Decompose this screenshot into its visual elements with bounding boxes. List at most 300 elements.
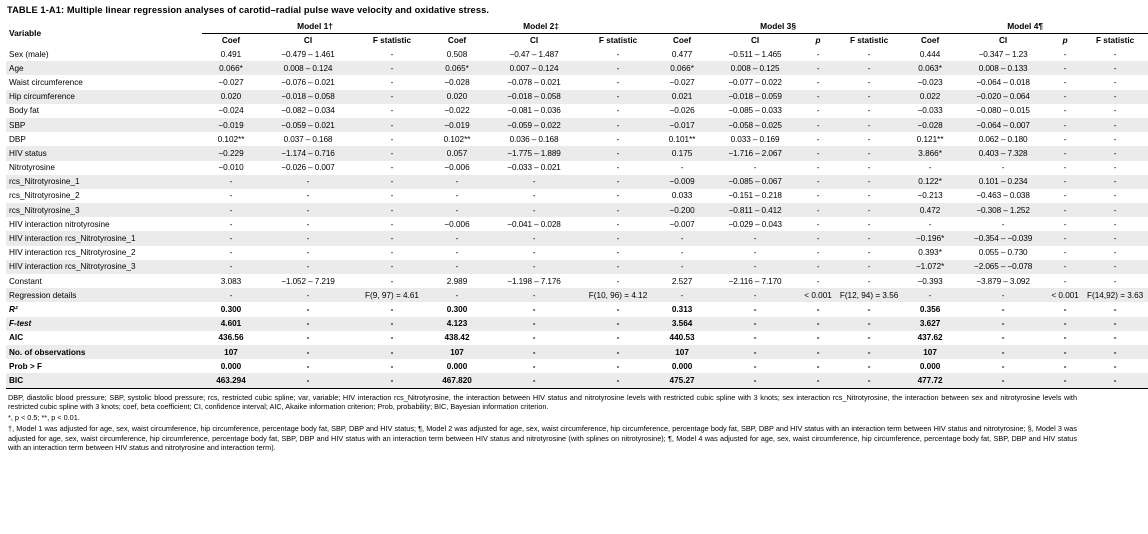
cell-m2-fstat: - xyxy=(582,61,654,75)
cell-m2-coef: - xyxy=(428,288,486,302)
cell-m4-p: - xyxy=(1063,106,1067,116)
cell-m4-ci: 0.062 – 0.180 xyxy=(978,134,1028,144)
cell-m3-fstat: - xyxy=(867,361,871,371)
cell-m4-ci: −0.347 – 1.23 xyxy=(978,49,1028,59)
cell-m4-coef: 3.627 xyxy=(902,317,958,331)
cell-m1-ci: −0.076 – 0.021 xyxy=(281,77,335,87)
cell-m3-ci: −0.018 – 0.059 xyxy=(710,90,800,104)
cell-m4-coef: 0.122* xyxy=(902,175,958,189)
cell-m4-p: - xyxy=(1048,345,1082,359)
cell-m2-fstat: - xyxy=(582,90,654,104)
cell-m2-fstat: - xyxy=(582,118,654,132)
cell-m3-coef: 0.101** xyxy=(668,134,696,144)
cell-m3-ci: −0.077 – 0.022 xyxy=(728,77,782,87)
row-variable-label: Waist circumference xyxy=(9,77,83,87)
cell-m2-coef: −0.028 xyxy=(444,77,470,87)
cell-m4-p: - xyxy=(1048,175,1082,189)
cell-m4-ci: - xyxy=(1001,219,1005,229)
table-row xyxy=(6,331,1148,345)
cell-m4-fstat: - xyxy=(1113,219,1117,229)
cell-m1-fstat: F(9, 97) = 4.61 xyxy=(356,288,428,302)
cell-m2-ci: −0.018 – 0.058 xyxy=(486,90,582,104)
header-m3-ci: CI xyxy=(750,36,760,45)
cell-m4-ci: 0.008 – 0.133 xyxy=(958,61,1048,75)
cell-m3-coef: −0.007 xyxy=(669,219,695,229)
cell-m3-ci: −1.716 – 2.067 xyxy=(710,146,800,160)
cell-m3-fstat: - xyxy=(836,317,902,331)
cell-m3-p: - xyxy=(816,163,820,173)
table-row xyxy=(6,61,1148,75)
header-model-2: Model 2‡ xyxy=(428,18,654,34)
cell-m4-ci: - xyxy=(1001,163,1005,173)
cell-m3-fstat: - xyxy=(867,191,871,201)
cell-m4-fstat: - xyxy=(1082,345,1148,359)
cell-m1-ci: - xyxy=(260,317,356,331)
cell-m1-coef: −0.010 xyxy=(218,163,244,173)
row-variable-label: Regression details xyxy=(6,288,202,302)
cell-m1-fstat: - xyxy=(356,345,428,359)
cell-m4-fstat: - xyxy=(1113,276,1117,286)
cell-m2-ci: - xyxy=(532,304,536,314)
table-row xyxy=(6,75,1148,89)
cell-m2-ci: - xyxy=(532,333,536,343)
cell-m3-p: - xyxy=(800,146,836,160)
row-variable-label: BIC xyxy=(6,373,202,388)
cell-m2-ci: −1.198 – 7.176 xyxy=(507,276,561,286)
cell-m3-coef: 0.313 xyxy=(671,304,693,314)
cell-m2-coef: 438.42 xyxy=(444,333,470,343)
cell-m3-coef: 2.527 xyxy=(671,276,693,286)
cell-m1-ci: - xyxy=(306,191,310,201)
cell-m1-coef: 107 xyxy=(202,345,260,359)
header-m1-coef: Coef xyxy=(221,36,241,45)
cell-m2-coef: 467.820 xyxy=(428,373,486,388)
table-row xyxy=(6,246,1148,260)
cell-m4-ci: 0.403 – 7.328 xyxy=(958,146,1048,160)
cell-m1-ci: - xyxy=(260,260,356,274)
footnotes xyxy=(6,389,1079,453)
row-variable-label: HIV interaction rcs_Nitrotyrosine_1 xyxy=(6,231,202,245)
cell-m3-ci: - xyxy=(710,373,800,388)
cell-m1-coef: 3.083 xyxy=(220,276,242,286)
cell-m2-ci: - xyxy=(486,231,582,245)
cell-m4-coef: 3.866* xyxy=(902,146,958,160)
cell-m3-fstat: - xyxy=(836,260,902,274)
cell-m3-ci: - xyxy=(710,260,800,274)
cell-m3-fstat: - xyxy=(836,146,902,160)
cell-m4-coef: −1.072* xyxy=(902,260,958,274)
cell-m4-p: < 0.001 xyxy=(1048,288,1082,302)
cell-m4-fstat: - xyxy=(1082,203,1148,217)
cell-m3-coef: - xyxy=(680,163,684,173)
cell-m4-coef: 0.022 xyxy=(902,90,958,104)
cell-m3-coef: - xyxy=(654,260,710,274)
cell-m1-fstat: - xyxy=(390,248,394,258)
cell-m1-fstat: - xyxy=(356,118,428,132)
cell-m1-fstat: - xyxy=(390,77,394,87)
cell-m3-ci: - xyxy=(710,231,800,245)
cell-m2-ci: - xyxy=(486,260,582,274)
cell-m3-coef: - xyxy=(654,231,710,245)
cell-m4-ci: −0.064 – 0.018 xyxy=(976,77,1030,87)
header-model-3: Model 3§ xyxy=(654,18,902,34)
cell-m1-fstat: - xyxy=(390,361,394,371)
cell-m3-p: - xyxy=(816,106,820,116)
cell-m4-p: - xyxy=(1063,333,1067,343)
table-row xyxy=(6,161,1148,175)
cell-m3-fstat: - xyxy=(867,333,871,343)
cell-m3-fstat: - xyxy=(836,203,902,217)
cell-m2-fstat: - xyxy=(616,333,620,343)
row-variable-label: SBP xyxy=(6,118,202,132)
cell-m3-p: - xyxy=(800,61,836,75)
cell-m1-ci: - xyxy=(306,333,310,343)
cell-m4-fstat: - xyxy=(1113,361,1117,371)
cell-m4-ci: - xyxy=(1001,333,1005,343)
cell-m3-ci: −0.511 – 1.465 xyxy=(728,49,782,59)
cell-m4-coef: - xyxy=(928,219,932,229)
row-variable-label: rcs_Nitrotyrosine_1 xyxy=(6,175,202,189)
cell-m3-p: - xyxy=(800,203,836,217)
cell-m3-coef: - xyxy=(680,248,684,258)
cell-m4-ci: −0.080 – 0.015 xyxy=(976,106,1030,116)
cell-m1-fstat: - xyxy=(390,276,394,286)
cell-m3-fstat: - xyxy=(836,231,902,245)
cell-m2-ci: 0.036 – 0.168 xyxy=(509,134,559,144)
cell-m3-p: - xyxy=(816,219,820,229)
cell-m3-fstat: - xyxy=(836,118,902,132)
table-row xyxy=(6,231,1148,245)
cell-m1-fstat: - xyxy=(356,90,428,104)
cell-m4-fstat: - xyxy=(1113,191,1117,201)
row-variable-label: DBP xyxy=(9,134,26,144)
header-model-1: Model 1† xyxy=(202,18,428,34)
cell-m4-ci: - xyxy=(958,373,1048,388)
cell-m2-fstat: - xyxy=(616,304,620,314)
cell-m1-fstat: - xyxy=(390,333,394,343)
cell-m2-fstat: - xyxy=(582,373,654,388)
cell-m3-fstat: - xyxy=(867,163,871,173)
cell-m2-fstat: - xyxy=(616,163,620,173)
table-row xyxy=(6,274,1148,288)
cell-m2-coef: - xyxy=(428,260,486,274)
cell-m3-ci: −0.085 – 0.067 xyxy=(710,175,800,189)
cell-m4-p: - xyxy=(1063,276,1067,286)
cell-m1-ci: - xyxy=(260,175,356,189)
cell-m2-ci: - xyxy=(486,317,582,331)
cell-m4-coef: 0.121** xyxy=(916,134,944,144)
cell-m1-coef: - xyxy=(202,203,260,217)
cell-m2-fstat: - xyxy=(616,49,620,59)
cell-m1-fstat: - xyxy=(390,191,394,201)
cell-m1-ci: −0.479 – 1.461 xyxy=(281,49,335,59)
cell-m3-p: - xyxy=(816,191,820,201)
cell-m4-coef: −0.393 xyxy=(917,276,943,286)
cell-m4-coef: 0.000 xyxy=(919,361,941,371)
cell-m2-fstat: - xyxy=(616,134,620,144)
cell-m4-ci: −0.064 – 0.007 xyxy=(958,118,1048,132)
cell-m1-fstat: - xyxy=(390,163,394,173)
cell-m3-ci: −0.029 – 0.043 xyxy=(728,219,782,229)
cell-m1-ci: - xyxy=(260,203,356,217)
cell-m3-ci: −2.116 – 7.170 xyxy=(728,276,782,286)
cell-m1-fstat: - xyxy=(356,61,428,75)
cell-m3-coef: 0.033 xyxy=(671,191,693,201)
cell-m1-ci: - xyxy=(306,361,310,371)
cell-m4-ci: −0.020 – 0.064 xyxy=(958,90,1048,104)
cell-m3-coef: −0.200 xyxy=(654,203,710,217)
cell-m1-coef: −0.027 xyxy=(218,77,244,87)
cell-m4-ci: −3.879 – 3.092 xyxy=(976,276,1030,286)
row-variable-label: HIV status xyxy=(6,146,202,160)
row-variable-label: Body fat xyxy=(9,106,40,116)
cell-m3-ci: 0.008 – 0.125 xyxy=(710,61,800,75)
cell-m3-fstat: - xyxy=(836,175,902,189)
cell-m1-fstat: - xyxy=(390,106,394,116)
cell-m1-coef: −0.024 xyxy=(218,106,244,116)
cell-m2-fstat: F(10, 96) = 4.12 xyxy=(582,288,654,302)
cell-m2-ci: −0.059 – 0.022 xyxy=(486,118,582,132)
cell-m2-coef: 2.989 xyxy=(446,276,468,286)
header-m3-coef: Coef xyxy=(672,36,692,45)
cell-m4-coef: 107 xyxy=(902,345,958,359)
cell-m4-p: - xyxy=(1063,77,1067,87)
cell-m4-fstat: - xyxy=(1082,118,1148,132)
cell-m2-coef: 0.508 xyxy=(446,49,468,59)
cell-m1-coef: - xyxy=(202,231,260,245)
cell-m3-p: - xyxy=(816,248,820,258)
cell-m3-coef: 0.000 xyxy=(671,361,693,371)
cell-m3-fstat: - xyxy=(867,219,871,229)
cell-m1-ci: - xyxy=(260,345,356,359)
cell-m1-coef: - xyxy=(202,288,260,302)
cell-m3-fstat: - xyxy=(867,276,871,286)
cell-m3-fstat: - xyxy=(867,77,871,87)
table-row xyxy=(6,118,1148,132)
table-row xyxy=(6,146,1148,160)
cell-m4-fstat: - xyxy=(1082,61,1148,75)
cell-m1-coef: 436.56 xyxy=(218,333,244,343)
cell-m2-fstat: - xyxy=(582,146,654,160)
cell-m1-coef: 0.000 xyxy=(220,361,242,371)
row-variable-label: Prob > F xyxy=(9,361,42,371)
cell-m2-ci: - xyxy=(532,248,536,258)
cell-m4-fstat: - xyxy=(1113,77,1117,87)
cell-m4-fstat: - xyxy=(1113,134,1117,144)
cell-m1-ci: 0.037 – 0.168 xyxy=(283,134,333,144)
cell-m1-fstat: - xyxy=(356,317,428,331)
cell-m3-p: - xyxy=(800,345,836,359)
cell-m3-p: - xyxy=(800,260,836,274)
cell-m1-coef: 463.294 xyxy=(202,373,260,388)
cell-m3-fstat: - xyxy=(867,304,871,314)
cell-m3-coef: 475.27 xyxy=(654,373,710,388)
cell-m2-fstat: - xyxy=(582,345,654,359)
cell-m1-ci: −0.059 – 0.021 xyxy=(260,118,356,132)
cell-m2-coef: −0.006 xyxy=(444,219,470,229)
cell-m3-coef: 0.175 xyxy=(654,146,710,160)
cell-m4-fstat: - xyxy=(1113,49,1117,59)
cell-m3-coef: 107 xyxy=(654,345,710,359)
cell-m2-ci: −0.47 – 1.487 xyxy=(509,49,559,59)
cell-m1-fstat: - xyxy=(356,231,428,245)
cell-m3-ci: −0.151 – 0.218 xyxy=(728,191,782,201)
cell-m3-coef: −0.017 xyxy=(654,118,710,132)
cell-m3-fstat: - xyxy=(836,345,902,359)
cell-m4-fstat: - xyxy=(1082,231,1148,245)
cell-m1-fstat: - xyxy=(356,146,428,160)
table-row xyxy=(6,90,1148,104)
cell-m3-fstat: - xyxy=(836,90,902,104)
cell-m3-fstat: - xyxy=(836,373,902,388)
cell-m2-fstat: - xyxy=(616,191,620,201)
cell-m4-ci: - xyxy=(1001,304,1005,314)
cell-m3-ci: - xyxy=(753,333,757,343)
cell-m4-ci: 0.101 – 0.234 xyxy=(958,175,1048,189)
cell-m2-coef: 0.020 xyxy=(428,90,486,104)
cell-m1-fstat: - xyxy=(390,304,394,314)
cell-m4-ci: −0.308 – 1.252 xyxy=(958,203,1048,217)
cell-m1-ci: - xyxy=(260,231,356,245)
table-caption: TABLE 1-A1: Multiple linear regression analyses of carotid–radial pulse wave velocity and oxidative stress. xyxy=(7,5,490,15)
cell-m2-coef: −0.022 xyxy=(444,106,470,116)
cell-m2-ci: - xyxy=(486,175,582,189)
cell-m2-coef: 0.065* xyxy=(428,61,486,75)
cell-m4-coef: 0.393* xyxy=(918,248,942,258)
header-m4-p: p xyxy=(1062,36,1068,45)
cell-m2-coef: 0.057 xyxy=(428,146,486,160)
cell-m3-ci: - xyxy=(753,304,757,314)
regression-table xyxy=(6,18,1148,389)
cell-m2-fstat: - xyxy=(616,219,620,229)
cell-m3-fstat: - xyxy=(867,134,871,144)
cell-m2-fstat: - xyxy=(582,203,654,217)
table-row xyxy=(6,132,1148,146)
cell-m3-fstat: - xyxy=(836,61,902,75)
cell-m4-ci: 0.055 – 0.730 xyxy=(978,248,1028,258)
cell-m4-p: - xyxy=(1063,248,1067,258)
cell-m2-ci: - xyxy=(486,345,582,359)
table-row xyxy=(6,260,1148,274)
cell-m3-p: - xyxy=(800,175,836,189)
cell-m2-fstat: - xyxy=(582,260,654,274)
cell-m1-coef: −0.229 xyxy=(202,146,260,160)
table-row xyxy=(6,175,1148,189)
cell-m3-p: - xyxy=(816,276,820,286)
table-row xyxy=(6,345,1148,359)
table-row xyxy=(6,189,1148,203)
header-m2-ci: CI xyxy=(529,36,539,45)
cell-m3-ci: −0.811 – 0.412 xyxy=(710,203,800,217)
row-variable-label: AIC xyxy=(9,333,24,343)
header-m2-f: F statistic xyxy=(598,36,638,45)
cell-m2-fstat: - xyxy=(616,361,620,371)
cell-m4-fstat: F(14,92) = 3.63 xyxy=(1082,288,1148,302)
cell-m2-ci: −0.033 – 0.021 xyxy=(507,163,561,173)
cell-m2-fstat: - xyxy=(616,106,620,116)
row-variable-label: Hip circumference xyxy=(6,90,202,104)
cell-m2-ci: - xyxy=(532,191,536,201)
cell-m2-ci: - xyxy=(486,203,582,217)
cell-m3-p: - xyxy=(816,333,820,343)
cell-m1-fstat: - xyxy=(356,373,428,388)
row-variable-label: Sex (male) xyxy=(9,49,49,59)
row-variable-label: Age xyxy=(6,61,202,75)
cell-m2-ci: - xyxy=(486,288,582,302)
cell-m2-fstat: - xyxy=(616,77,620,87)
cell-m1-ci: - xyxy=(260,288,356,302)
row-variable-label: F-test xyxy=(6,317,202,331)
cell-m4-coef: 0.472 xyxy=(902,203,958,217)
cell-m4-ci: - xyxy=(958,288,1048,302)
row-variable-label: rcs_Nitrotyrosine_2 xyxy=(9,191,80,201)
row-variable-label: HIV interaction rcs_Nitrotyrosine_2 xyxy=(9,248,136,258)
cell-m2-coef: - xyxy=(455,248,459,258)
cell-m1-ci: - xyxy=(306,219,310,229)
cell-m4-p: - xyxy=(1048,260,1082,274)
cell-m4-coef: 437.62 xyxy=(917,333,943,343)
cell-m1-fstat: - xyxy=(356,203,428,217)
cell-m4-fstat: - xyxy=(1082,90,1148,104)
cell-m2-ci: 0.007 – 0.124 xyxy=(486,61,582,75)
cell-m2-ci: - xyxy=(486,373,582,388)
cell-m3-coef: −0.009 xyxy=(654,175,710,189)
cell-m1-coef: - xyxy=(229,191,233,201)
cell-m2-ci: - xyxy=(532,361,536,371)
cell-m3-fstat: - xyxy=(867,49,871,59)
row-variable-label: HIV interaction rcs_Nitrotyrosine_3 xyxy=(6,260,202,274)
cell-m4-p: - xyxy=(1063,191,1067,201)
row-variable-label: No. of observations xyxy=(6,345,202,359)
cell-m1-ci: −0.026 – 0.007 xyxy=(281,163,335,173)
cell-m4-fstat: - xyxy=(1113,333,1117,343)
header-m3-p: p xyxy=(815,36,821,45)
cell-m2-coef: −0.006 xyxy=(444,163,470,173)
table-row xyxy=(6,217,1148,231)
cell-m4-p: - xyxy=(1048,317,1082,331)
cell-m4-p: - xyxy=(1063,219,1067,229)
cell-m3-fstat: F(12, 94) = 3.56 xyxy=(836,288,902,302)
cell-m3-coef: 0.477 xyxy=(671,49,693,59)
cell-m1-coef: 4.601 xyxy=(202,317,260,331)
cell-m1-coef: −0.019 xyxy=(202,118,260,132)
cell-m4-coef: 0.063* xyxy=(902,61,958,75)
cell-m2-coef: - xyxy=(428,203,486,217)
cell-m4-fstat: - xyxy=(1113,304,1117,314)
cell-m1-coef: 0.300 xyxy=(220,304,242,314)
cell-m4-ci: −0.463 – 0.038 xyxy=(976,191,1030,201)
row-variable-label: Constant xyxy=(9,276,42,286)
header-m1-ci: CI xyxy=(303,36,313,45)
cell-m4-p: - xyxy=(1063,361,1067,371)
cell-m1-ci: 0.008 – 0.124 xyxy=(260,61,356,75)
cell-m4-p: - xyxy=(1048,146,1082,160)
cell-m4-ci: −0.354 – −0.039 xyxy=(958,231,1048,245)
cell-m2-fstat: - xyxy=(616,248,620,258)
cell-m4-coef: 0.444 xyxy=(919,49,941,59)
cell-m3-fstat: - xyxy=(867,248,871,258)
cell-m2-ci: −0.081 – 0.036 xyxy=(507,106,561,116)
row-variable-label: HIV interaction nitrotyrosine xyxy=(9,219,110,229)
cell-m4-coef: −0.028 xyxy=(902,118,958,132)
cell-m4-ci: - xyxy=(958,345,1048,359)
cell-m4-fstat: - xyxy=(1082,146,1148,160)
cell-m4-p: - xyxy=(1063,134,1067,144)
table-row xyxy=(6,317,1148,331)
cell-m3-ci: - xyxy=(710,288,800,302)
cell-m2-coef: −0.019 xyxy=(428,118,486,132)
cell-m3-p: - xyxy=(816,49,820,59)
